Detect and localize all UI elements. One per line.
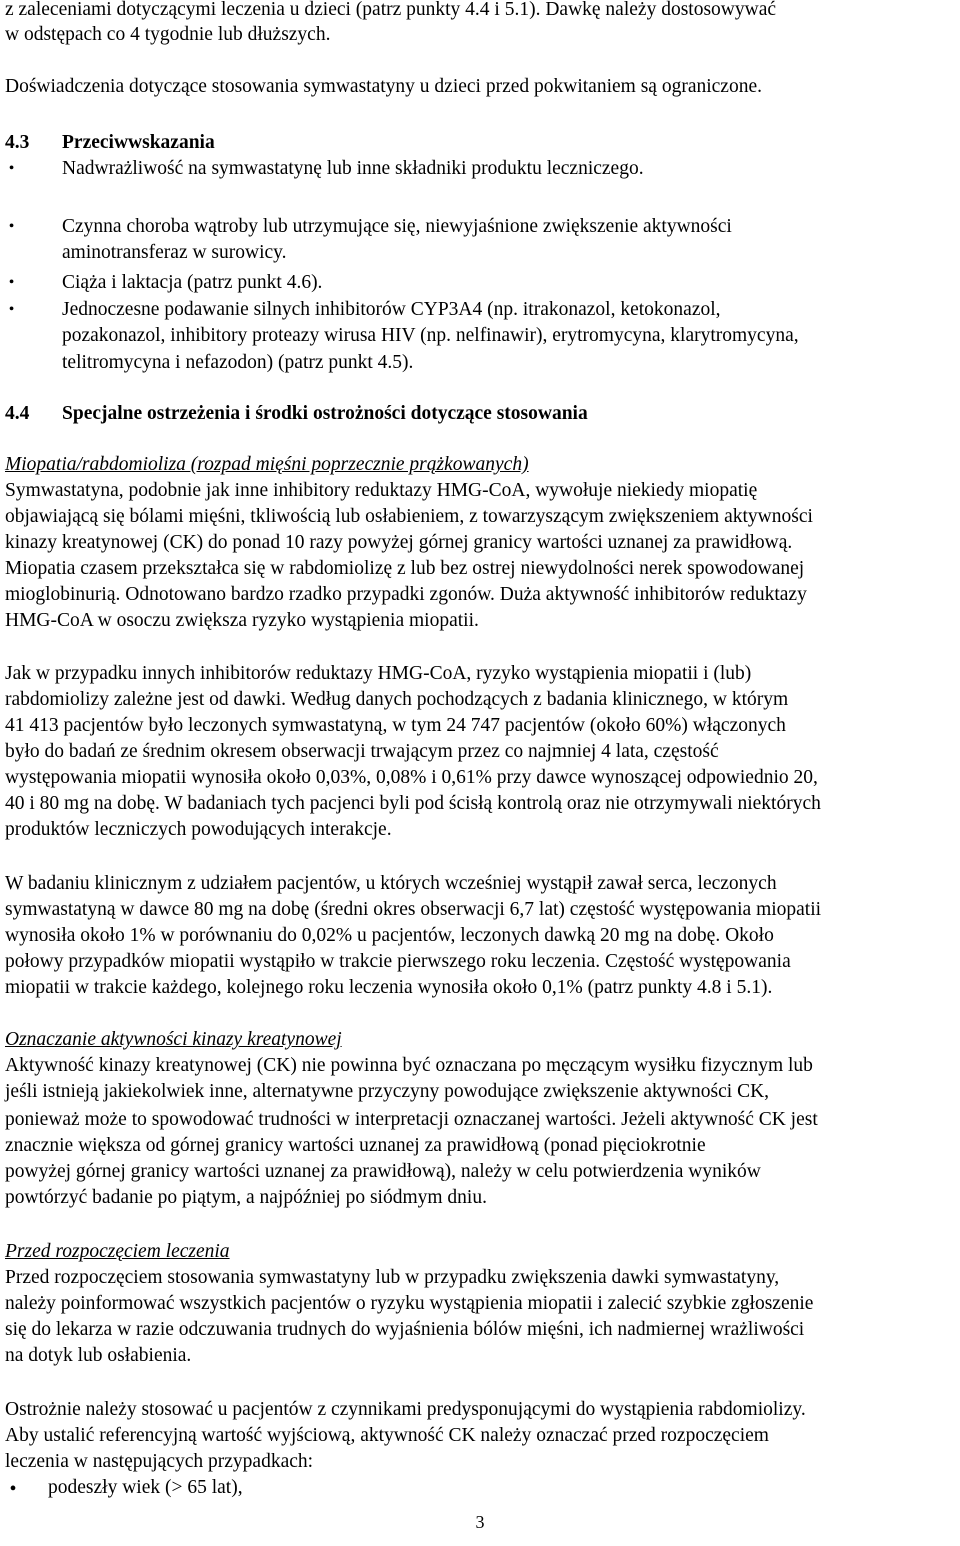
text-line: Miopatia czasem przekształca się w rabdomiolizę z lub bez ostrej niewydolności nerek spowodowanej	[5, 558, 805, 579]
section-number: 4.4	[5, 403, 30, 424]
text-line: 41 413 pacjentów było leczonych symwastatyną, w tym 24 747 pacjentów (około 60%) włączonych	[5, 715, 786, 736]
subheading-before-treatment: Przed rozpoczęciem leczenia	[5, 1241, 230, 1262]
text-line: na dotyk lub osłabienia.	[5, 1345, 192, 1366]
text-line: było do badań ze średnim okresem obserwacji trwającym przez co najmniej 4 lata, częstość	[5, 741, 719, 762]
section-title: Specjalne ostrzeżenia i środki ostrożności dotyczące stosowania	[62, 403, 588, 424]
list-item: pozakonazol, inhibitory proteazy wirusa HIV (np. nelfinawir), erytromycyna, klarytromycyna,	[62, 325, 799, 346]
bullet-icon: •	[8, 274, 15, 291]
text-line: należy poinformować wszystkich pacjentów o ryzyku wystąpienia miopatii i zalecić szybkie zgłoszenie	[5, 1293, 814, 1314]
text-line: 40 i 80 mg na dobę. W badaniach tych pacjenci byli pod ścisłą kontrolą oraz nie otrzymywali niektórych	[5, 793, 821, 814]
text-line: jeśli istnieją jakiekolwiek inne, alternatywne przyczyny powodujące zwiększenie aktywności CK,	[5, 1081, 770, 1102]
text-line: objawiającą się bólami mięśni, tkliwością lub osłabieniem, z towarzyszącym zwiększeniem aktywności	[5, 506, 813, 527]
section-number: 4.3	[5, 132, 30, 153]
text-line: rabdomiolizy zależne jest od dawki. Według danych pochodzących z badania klinicznego, w którym	[5, 689, 789, 710]
text-line: miopatii w trakcie każdego, kolejnego roku leczenia wynosiła około 0,1% (patrz punkty 4.8 i 5.1).	[5, 977, 773, 998]
text-line: znacznie większa od górnej granicy wartości uznanej za prawidłową (ponad pięciokrotnie	[5, 1135, 706, 1156]
text-line: połowy przypadków miopatii wystąpiło w trakcie pierwszego roku leczenia. Częstość występowania	[5, 951, 791, 972]
bullet-icon: •	[8, 301, 15, 318]
list-item: Ciąża i laktacja (patrz punkt 4.6).	[62, 272, 323, 293]
text-line: symwastatyną w dawce 80 mg na dobę (średni okres obserwacji 6,7 lat) częstość występowania miopatii	[5, 899, 822, 920]
list-item: podeszły wiek (> 65 lat),	[48, 1477, 243, 1498]
text-line: leczenia w następujących przypadkach:	[5, 1451, 314, 1472]
bullet-icon: •	[8, 218, 15, 235]
text-line: Jak w przypadku innych inhibitorów reduktazy HMG-CoA, ryzyko wystąpienia miopatii i (lub)	[5, 663, 752, 684]
text-line: powtórzyć badanie po piątym, a najpóźniej po siódmym dniu.	[5, 1187, 487, 1208]
section-heading-4-3	[5, 130, 215, 156]
text-line: występowania miopatii wynosiła około 0,03%, 0,08% i 0,61% przy dawce wynoszącej odpowiednio 20,	[5, 767, 818, 788]
subheading-ck: Oznaczanie aktywności kinazy kreatynowej	[5, 1029, 342, 1050]
text-line: w odstępach co 4 tygodnie lub dłuższych.	[5, 24, 331, 45]
subheading-myopathy: Miopatia/rabdomioliza (rozpad mięśni poprzecznie prążkowanych)	[5, 454, 529, 475]
list-item: telitromycyna i nefazodon) (patrz punkt 4.5).	[62, 352, 414, 373]
text-line: z zaleceniami dotyczącymi leczenia u dzieci (patrz punkty 4.4 i 5.1). Dawkę należy dostosowywać	[5, 0, 777, 20]
text-line: Przed rozpoczęciem stosowania symwastatyny lub w przypadku zwiększenia dawki symwastatyny,	[5, 1267, 780, 1288]
text-line: mioglobinurią. Odnotowano bardzo rzadko przypadki zgonów. Duża aktywność inhibitorów reduktazy	[5, 584, 807, 605]
text-line: kinazy kreatynowej (CK) do ponad 10 razy powyżej górnej granicy wartości uznanej za prawidłową.	[5, 532, 793, 553]
list-item: aminotransferaz w surowicy.	[62, 242, 287, 263]
list-item: Nadwrażliwość na symwastatynę lub inne składniki produktu leczniczego.	[62, 158, 644, 179]
text-line: powyżej górnej granicy wartości uznanej za prawidłową), należy w celu potwierdzenia wyników	[5, 1161, 761, 1182]
list-item: Czynna choroba wątroby lub utrzymujące się, niewyjaśnione zwiększenie aktywności	[62, 216, 732, 237]
text-line: W badaniu klinicznym z udziałem pacjentów, u których wcześniej wystąpił zawał serca, leczonych	[5, 873, 777, 894]
text-line: ponieważ może to spowodować trudności w interpretacji oznaczanej wartości. Jeżeli aktywność CK jest	[5, 1109, 818, 1130]
section-title: Przeciwwskazania	[62, 132, 215, 153]
text-line: wynosiła około 1% w porównaniu do 0,02% u pacjentów, leczonych dawką 20 mg na dobę. Około	[5, 925, 774, 946]
page-number: 3	[475, 1512, 485, 1532]
text-line: Symwastatyna, podobnie jak inne inhibitory reduktazy HMG-CoA, wywołuje niekiedy miopatię	[5, 480, 758, 501]
section-heading-4-4	[5, 401, 588, 427]
children-note: Doświadczenia dotyczące stosowania symwastatyny u dzieci przed pokwitaniem są ograniczone.	[5, 76, 762, 97]
text-line: produktów leczniczych powodujących interakcje.	[5, 819, 392, 840]
text-line: Aktywność kinazy kreatynowej (CK) nie powinna być oznaczana po męczącym wysiłku fizycznym lub	[5, 1055, 813, 1076]
bullet-icon: •	[8, 160, 15, 177]
text-line: HMG-CoA w osoczu zwiększa ryzyko wystąpienia miopatii.	[5, 610, 479, 631]
text-line: Aby ustalić referencyjną wartość wyjściową, aktywność CK należy oznaczać przed rozpoczęciem	[5, 1425, 769, 1446]
list-item: Jednoczesne podawanie silnych inhibitorów CYP3A4 (np. itrakonazol, ketokonazol,	[62, 299, 721, 320]
text-line: się do lekarza w razie odczuwania trudnych do wyjaśnienia bólów mięśni, ich nadmiernej wrażliwości	[5, 1319, 805, 1340]
bullet-icon: •	[9, 1478, 17, 1500]
text-line: Ostrożnie należy stosować u pacjentów z czynnikami predysponującymi do wystąpienia rabdomiolizy.	[5, 1399, 806, 1420]
